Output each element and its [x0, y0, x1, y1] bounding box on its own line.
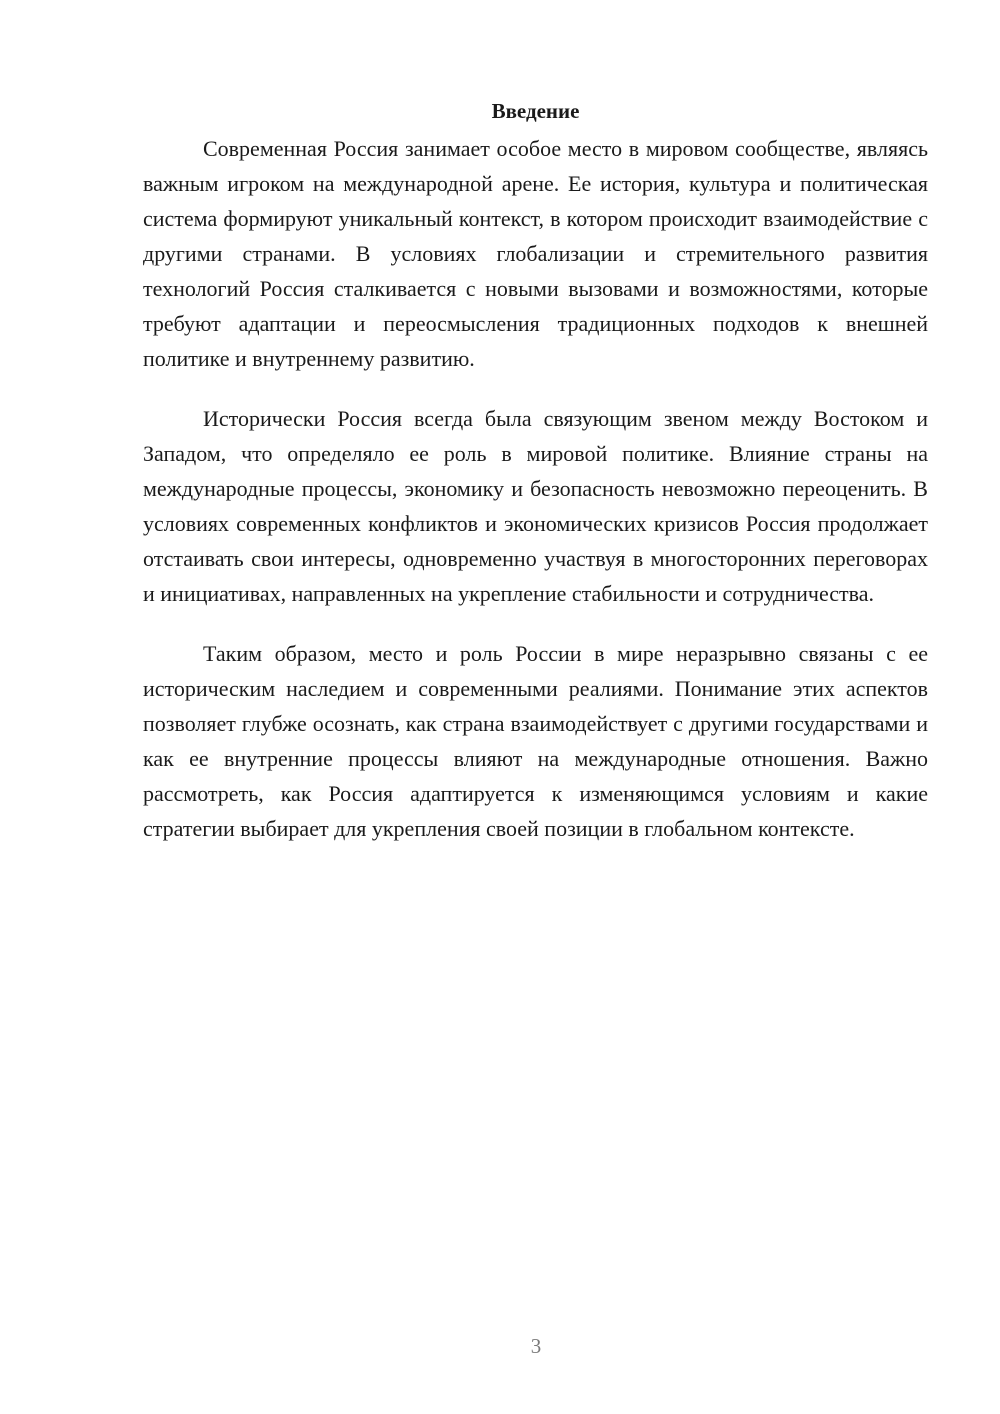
page-body [143, 96, 928, 871]
paragraph-1: Современная Россия занимает особое место в мировом сообществе, являясь важным игроком на международной арене. Ее история, культура и политическая система формируют уникальный контекст, в котором происходит взаимодействие с другими странами. В условиях глобализации и стремительного развития технологий Россия сталкивается с новыми вызовами и возможностями, которые требуют адаптации и переосмысления традиционных подходов к внешней политике и внутреннему развитию. [143, 136, 928, 371]
paragraph-2: Исторически Россия всегда была связующим звеном между Востоком и Западом, что определяло ее роль в мировой политике. Влияние страны на международные процессы, экономику и безопасность невозможно переоценить. В условиях современных конфликтов и экономических кризисов Россия продолжает отстаивать свои интересы, одновременно участвуя в многосторонних переговорах и инициативах, направленных на укрепление стабильности и сотрудничества. [143, 406, 928, 606]
page-number: 3 [530, 1334, 542, 1358]
section-heading: Введение [491, 99, 580, 123]
paragraph-3: Таким образом, место и роль России в мире неразрывно связаны с ее историческим наследием и современными реалиями. Понимание этих аспектов позволяет глубже осознать, как страна взаимодействует с другими государствами и как ее внутренние процессы влияют на международные отношения. Важно рассмотреть, как Россия адаптируется к изменяющимся условиям и какие стратегии выбирает для укрепления своей позиции в глобальном контексте. [143, 641, 928, 841]
